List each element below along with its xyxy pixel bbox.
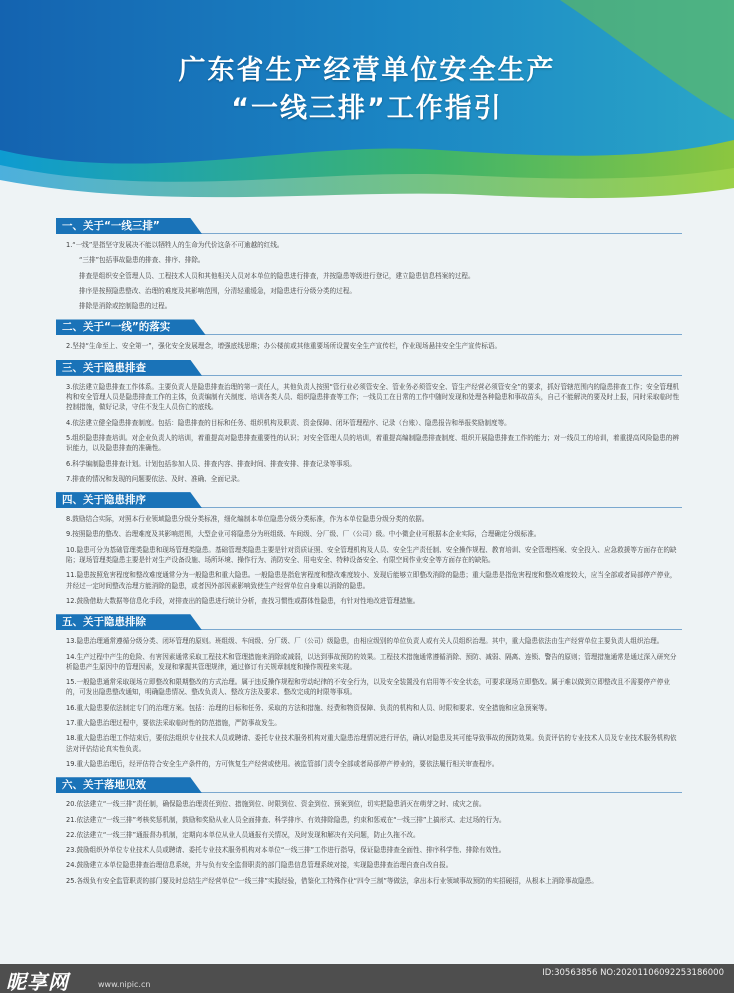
paragraph: 9.按照隐患的整改、治理难度及其影响范围，大型企业可将隐患分为班组级、车间级、分厂级、厂（公司）级。中小微企业可根据本企业实际，合理确定分级标准。 <box>66 530 541 539</box>
section-title: 三、关于隐患排查 <box>62 361 146 374</box>
watermark-logo: 昵享网 <box>6 970 69 993</box>
poster-title-line1: 广东省生产经营单位安全生产 <box>178 55 556 86</box>
paragraph: 排查是组织安全管理人员、工程技术人员和其他相关人员对本单位的隐患进行排查，并按隐患等级进行登记，建立隐患信息档案的过程。 <box>79 271 475 280</box>
paragraph: 16.重大隐患要依法制定专门的治理方案。包括：治理的目标和任务、采取的方法和措施、经费和物资保障、负责的机构和人员、时限和要求、安全措施和应急预案等。 <box>66 703 552 712</box>
paragraph: 排除是消除或控制隐患的过程。 <box>79 302 172 311</box>
content-body <box>56 210 682 891</box>
section-title: 一、关于“一线三排” <box>62 220 160 232</box>
section-header-3 <box>56 360 682 376</box>
section-header-4 <box>56 492 682 508</box>
paragraph: 19.重大隐患治理后，经评估符合安全生产条件的，方可恢复生产经营或使用。被监管部门责令全部或者局部停产停业的，要依法履行相关审查程序。 <box>66 759 499 768</box>
paragraph: “三排”包括事故隐患的排查、排序、排除。 <box>79 256 205 265</box>
watermark-url: www.nipic.cn <box>98 980 151 989</box>
paragraph: 5.组织隐患排查培训。对企业负责人的培训，着重提高对隐患排查重要性的认识；对安全管理人员的培训，着重提高编制隐患排查制度、组织开展隐患排查工作的能力；对一线员工的培训，着重提高风险隐患的辨识能力，以及隐患排查的准确性。 <box>66 433 679 453</box>
paragraph: 20.依法建立“一线三排”责任制，确保隐患治理责任到位、措施到位、时限到位、资金到位、预案到位，切实把隐患消灭在萌芽之时、成灾之前。 <box>66 800 486 809</box>
paragraph: 6.科学编制隐患排查计划。计划包括参加人员、排查内容、排查时间、排查安排、排查记录等事项。 <box>66 459 356 468</box>
paragraph: 1.“一线”是指坚守发展决不能以牺牲人的生命为代价这条不可逾越的红线。 <box>66 241 284 249</box>
paragraph: 15.一般隐患通常采取现场立即整改和限期整改的方式治理。属于违反操作规程和劳动纪律的不安全行为，以及安全装置没有启用等不安全状态，可要求现场立即整改。属于难以做到立即整改且不需要停产停业的，可发出隐患整改通知，明确隐患情况、整改负责人、整改方法及要求、整改完成的时限等事项。 <box>66 678 670 697</box>
paragraph: 25.各级负有安全监管职责的部门要及时总结生产经营单位“一线三排”实践经验，借鉴化工特殊作业“四令三制”等做法，拿出本行业领域事故预防的实招硬招，从根本上消除事故隐患。 <box>66 876 598 885</box>
paragraph: 2.坚持“生命至上、安全第一”，强化安全发展理念，增强底线思维；办公楼前或其他重要场所设置安全生产宣传栏，作业现场悬挂安全生产宣传标语。 <box>66 342 502 351</box>
paragraph: 14.生产过程中产生的危险、有害因素通常采取工程技术和管理措施来消除或减弱，以达到事故预防的效果。工程技术措施通常遵循消除、预防、减弱、隔离、连锁、警告的原则；管理措施通常是通过深入研究分析隐患产生原因中的管理因素，发现和掌握其管理规律，通过修订有关规章制度和操作规程来实现。 <box>66 652 677 671</box>
section-header-6 <box>56 777 682 793</box>
paragraph: 18.重大隐患治理工作结束后，要依法组织专业技术人员或聘请、委托专业技术服务机构对重大隐患治理情况进行评估，确认对隐患及其可能导致事故的预防效果。负责评估的专业技术人员及专业技术服务机构依法对评估结论真实性负责。 <box>66 734 677 753</box>
section-title: 二、关于“一线”的落实 <box>62 321 171 334</box>
paragraph: 4.依法建立健全隐患排查制度。包括：隐患排查的目标和任务、组织机构及职责、资金保障、闭环管理程序、记录（台账）、隐患报告和举报奖励制度等。 <box>66 418 511 427</box>
paragraph: 8.鼓励结合实际，对照本行业领域隐患分级分类标准，细化编制本单位隐患分级分类标准，作为本单位隐患分级分类的依据。 <box>66 515 429 524</box>
paragraph: 22.依法建立“一线三排”通报督办机制，定期向本单位从业人员通报有关情况，及时发现和解决有关问题，防止久拖不改。 <box>66 830 420 839</box>
section-title: 四、关于隐患排序 <box>62 494 146 507</box>
section-title: 六、关于落地见效 <box>62 779 146 792</box>
paragraph: 7.排查的情况和发现的问题要依法、及时、准确、全面记录。 <box>66 474 244 483</box>
paragraph: 10.隐患可分为基础管理类隐患和现场管理类隐患。基础管理类隐患主要是针对资质证照、安全管理机构及人员、安全生产责任制、安全操作规程、教育培训、安全管理档案、安全投入、应急救援等方面存在的缺陷；现场管理类隐患主要是针对生产设备设施、场所环境、操作行为、消防安全、用电安全、特种设备安全、有限空间作业安全等方面存在的缺陷。 <box>66 545 677 565</box>
watermark-id: ID:30563856 NO:20201106092253186000 <box>542 968 724 978</box>
section-header-5 <box>56 614 682 630</box>
section-title: 五、关于隐患排除 <box>62 616 146 629</box>
paragraph: 3.依法建立隐患排查工作体系。主要负责人是隐患排查治理的第一责任人，其他负责人按照“管行业必须管安全、管业务必须管安全、管生产经营必须管安全”的要求，抓好管辖范围内的隐患排查工作；安全管理机构和安全管理人员是隐患排查工作的主体，负责编制有关制度、培训各类人员、组织隐患排查等工作；一线员工在日常的工作中随时发现和处理各种隐患和事故苗头，自己不能解决的要及时上报，同时采取临时性控制措施，做好记录，守住不发生人员伤亡的底线。 <box>66 382 680 412</box>
paragraph: 13.隐患治理通常遵循分级分类、闭环管理的原则。班组级、车间级、分厂级、厂（公司）级隐患，由相应级别的单位负责人或有关人员组织治理。其中，重大隐患依法由生产经营单位主要负责人组织治理。 <box>66 637 664 646</box>
paragraph: 23.鼓励组织外单位专业技术人员或聘请、委托专业技术服务机构对本单位“一线三排”工作进行指导，保证隐患排查全面性、排序科学性、排除有效性。 <box>66 846 506 855</box>
paragraph: 12.鼓励借助大数据等信息化手段，对排查出的隐患进行统计分析，查找习惯性或群体性隐患，有针对性地改进管理措施。 <box>66 596 420 605</box>
poster-title-line2: “一线三排”工作指引 <box>231 93 503 124</box>
paragraph: 17.重大隐患治理过程中，要依法采取临时性的防范措施，严防事故发生。 <box>66 719 281 728</box>
paragraph: 11.隐患按照危害程度和整改难度通常分为一般隐患和重大隐患。一般隐患是指危害程度和整改难度较小、发现后能够立即整改消除的隐患；重大隐患是指危害程度和整改难度较大，应当全部或者局部停产停业，并经过一定时间整改治理方能消除的隐患，或者因外部因素影响致使生产经营单位自身难以消除的隐患。 <box>66 571 677 590</box>
paragraph: 排序是按照隐患整改、治理的难度及其影响范围，分清轻重缓急，对隐患进行分级分类的过程。 <box>79 286 356 295</box>
paragraph: 24.鼓励建立本单位隐患排查治理信息系统，并与负有安全监督职责的部门隐患信息管理系统对接，实现隐患排查治理自查自改自报。 <box>66 861 453 870</box>
section-header-2 <box>56 319 682 335</box>
section-header-1 <box>56 218 682 234</box>
paragraph: 21.依法建立“一线三排”考核奖惩机制，鼓励和奖励从业人员全面排查、科学排序、有效排除隐患，约束和惩戒在“一线三排”上搞形式、走过场的行为。 <box>66 815 506 824</box>
